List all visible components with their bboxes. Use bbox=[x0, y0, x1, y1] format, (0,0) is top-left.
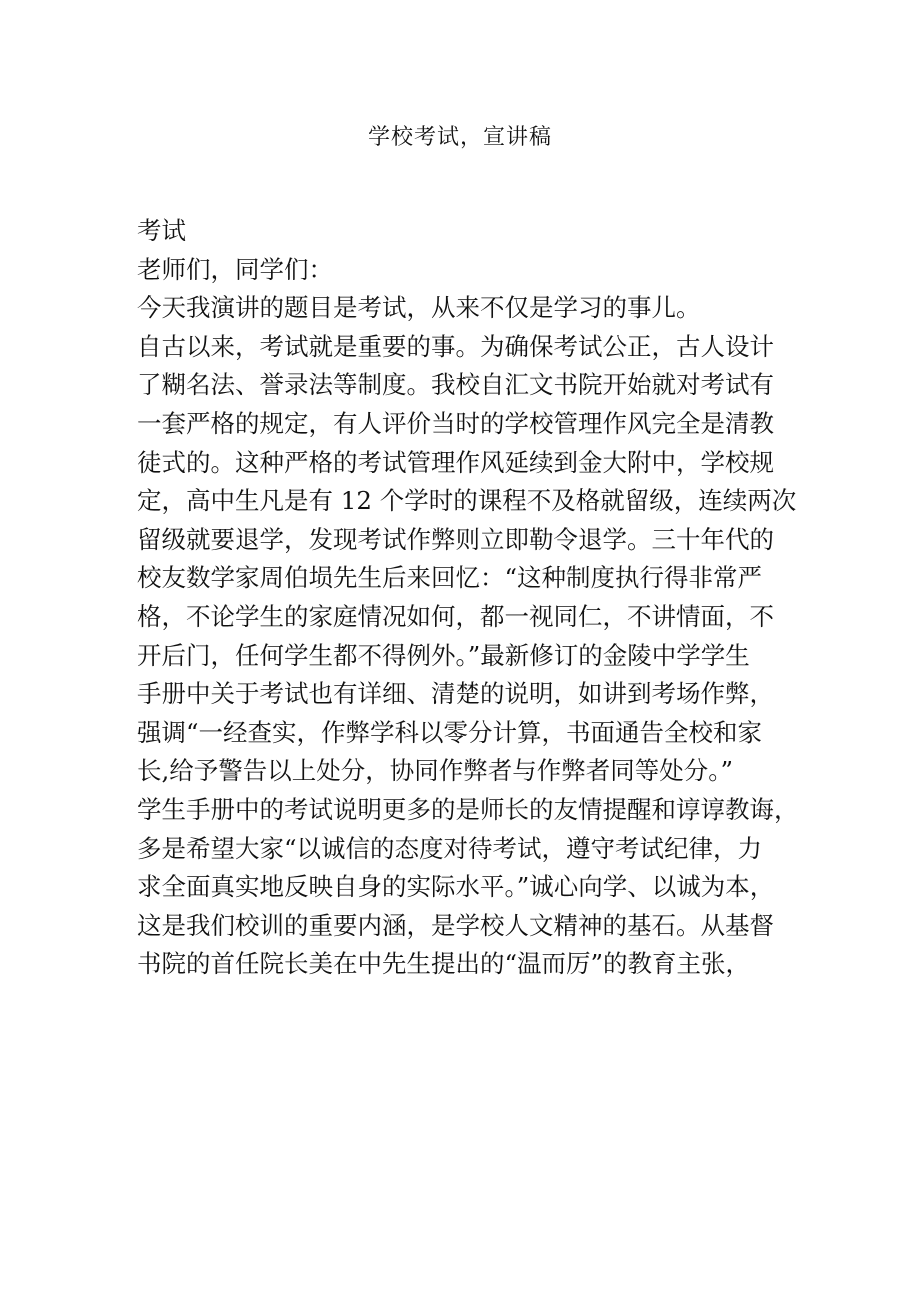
text-line: 徒式的。这种严格的考试管理作风延续到金大附中，学校规 bbox=[137, 447, 774, 477]
text-line: 一套严格的规定，有人评价当时的学校管理作风完全是清教 bbox=[137, 408, 774, 438]
salutation-line: 老师们，同学们： bbox=[137, 254, 333, 284]
section-heading: 考试 bbox=[137, 216, 186, 245]
text-line: 学生手册中的考试说明更多的是师长的友情提醒和谆谆教诲， bbox=[137, 794, 799, 824]
text-line: 今天我演讲的题目是考试，从来不仅是学习的事儿。 bbox=[137, 293, 701, 323]
text-line: 求全面真实地反映自身的实际水平。”诚心向学、以诚为本， bbox=[137, 872, 775, 902]
text-line: 留级就要退学，发现考试作弊则立即勒令退学。三十年代的 bbox=[137, 524, 774, 554]
document-body bbox=[137, 212, 799, 984]
text-line: 自古以来，考试就是重要的事。为确保考试公正，古人设计 bbox=[137, 331, 774, 361]
text-line: 校友数学家周伯埙先生后来回忆：“这种制度执行得非常严 bbox=[137, 563, 763, 593]
text-line: 格，不论学生的家庭情况如何，都一视同仁，不讲情面，不 bbox=[137, 601, 774, 631]
text-line: 多是希望大家“以诚信的态度对待考试，遵守考试纪律，力 bbox=[137, 833, 763, 863]
text-line: 手册中关于考试也有详细、清楚的说明，如讲到考场作弊， bbox=[137, 679, 774, 709]
text-line: 书院的首任院长美在中先生提出的“温而厉”的教育主张， bbox=[137, 949, 751, 979]
text-line: 强调“一经查实，作弊学科以零分计算，书面通告全校和家 bbox=[137, 717, 763, 747]
document-title: 学校考试，宣讲稿 bbox=[367, 125, 552, 150]
text-line: 长,给予警告以上处分，协同作弊者与作弊者同等处分。” bbox=[137, 756, 734, 786]
text-line: 定，高中生凡是有 12 个学时的课程不及格就留级，连续两次 bbox=[137, 486, 797, 516]
text-line: 这是我们校训的重要内涵，是学校人文精神的基石。从基督 bbox=[137, 910, 774, 940]
text-line: 开后门，任何学生都不得例外。”最新修订的金陵中学学生 bbox=[137, 640, 750, 670]
text-line: 了糊名法、誉录法等制度。我校自汇文书院开始就对考试有 bbox=[137, 370, 774, 400]
